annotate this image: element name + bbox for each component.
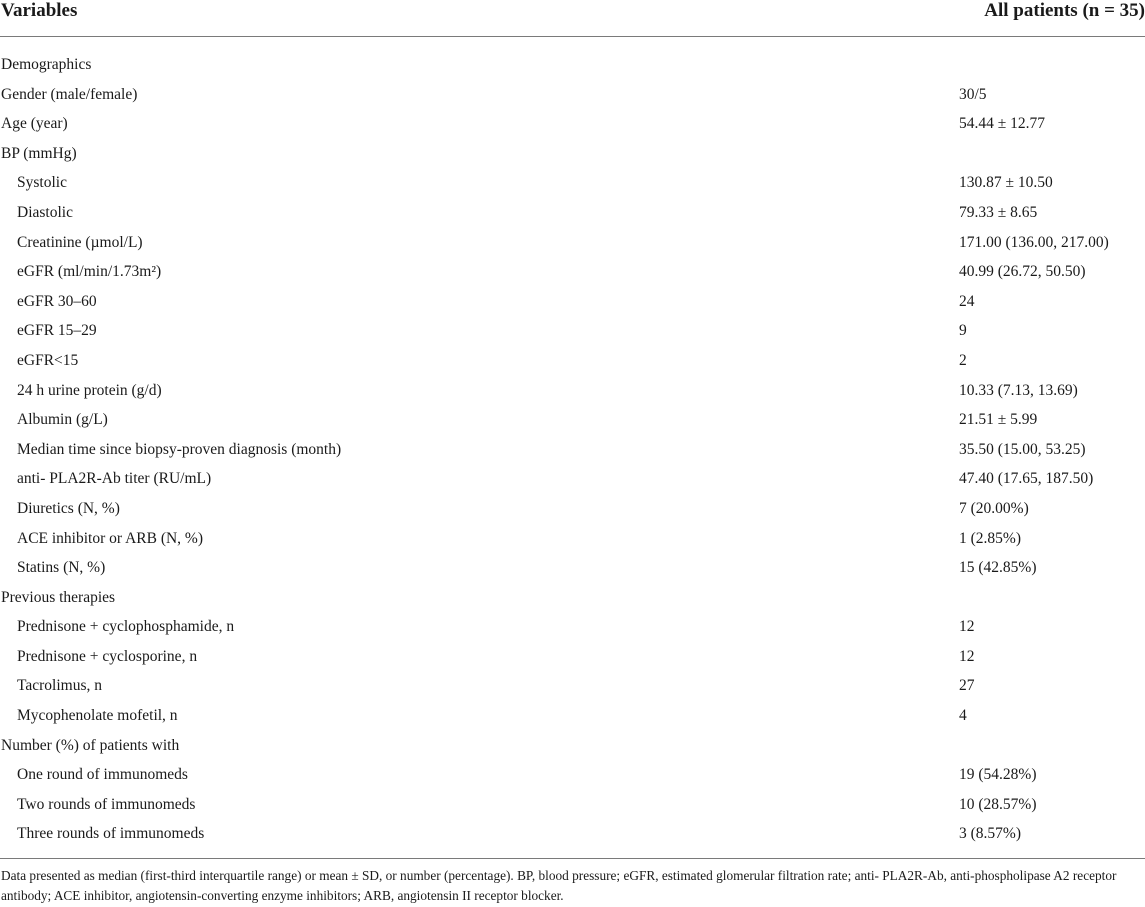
row-value: 24 [959, 292, 975, 310]
row-label: Gender (male/female) [1, 85, 138, 103]
row-value: 47.40 (17.65, 187.50) [959, 470, 1094, 488]
table-row [0, 139, 1145, 169]
row-label: Statins (N, %) [17, 559, 106, 577]
table-header [0, 0, 1145, 37]
table-row [0, 553, 1145, 583]
row-value: 7 (20.00%) [959, 499, 1029, 517]
row-label: Tacrolimus, n [17, 677, 103, 695]
table-row [0, 731, 1145, 761]
table-row [0, 464, 1145, 494]
row-label: Prednisone + cyclosporine, n [17, 647, 198, 665]
row-label: eGFR 15–29 [17, 322, 97, 340]
row-value: 10.33 (7.13, 13.69) [959, 381, 1078, 399]
row-value: 15 (42.85%) [959, 559, 1037, 577]
row-label: Two rounds of immunomeds [17, 795, 196, 813]
row-value: 12 [959, 647, 975, 665]
column-header-all-patients: All patients (n = 35) [984, 0, 1145, 21]
table-row [0, 435, 1145, 465]
row-label: Diuretics (N, %) [17, 499, 120, 517]
row-value: 19 (54.28%) [959, 766, 1037, 784]
row-label: Three rounds of immunomeds [17, 825, 205, 843]
row-label: Systolic [17, 174, 67, 192]
table-row [0, 257, 1145, 287]
row-label: One round of immunomeds [17, 766, 188, 784]
row-label: anti- PLA2R-Ab titer (RU/mL) [17, 470, 212, 488]
row-value: 35.50 (15.00, 53.25) [959, 440, 1086, 458]
row-label: BP (mmHg) [1, 144, 77, 162]
column-header-variables: Variables [1, 0, 78, 21]
row-label: Mycophenolate mofetil, n [17, 707, 178, 725]
table-row [0, 790, 1145, 820]
table-row [0, 109, 1145, 139]
row-value: 30/5 [959, 85, 987, 103]
table-row [0, 376, 1145, 406]
row-value: 3 (8.57%) [959, 825, 1021, 843]
table-row [0, 198, 1145, 228]
table-row [0, 405, 1145, 435]
table-row [0, 612, 1145, 642]
row-value: 2 [959, 351, 967, 369]
table-row [0, 494, 1145, 524]
row-label: Previous therapies [1, 588, 116, 606]
row-value: 27 [959, 677, 975, 695]
row-value: 21.51 ± 5.99 [959, 411, 1038, 429]
table-row [0, 583, 1145, 613]
row-label: Median time since biopsy-proven diagnosis (month) [17, 440, 342, 458]
row-value: 10 (28.57%) [959, 795, 1037, 813]
row-label: Demographics [1, 56, 92, 73]
table-row [0, 642, 1145, 672]
row-value: 9 [959, 322, 967, 340]
row-value: 1 (2.85%) [959, 529, 1021, 547]
table-footnote: Data presented as median (first-third interquartile range) or mean ± SD, or number (percentage). BP, blood pressure; eGFR, estimated glomerular filtration rate; anti- PLA2R-Ab, anti-phospholipase A2 receptor antibody; ACE inhibitor, angiotensin-converting enzyme inhibitors; ARB, angiotensin II receptor blocker. [1, 868, 1117, 903]
row-value: 40.99 (26.72, 50.50) [959, 263, 1086, 281]
table-row [0, 80, 1145, 110]
row-value: 79.33 ± 8.65 [959, 203, 1038, 221]
table-bottom-rule [0, 858, 1145, 859]
row-label: Number (%) of patients with [1, 736, 180, 754]
table-row [0, 50, 1145, 80]
table-body [0, 50, 1145, 849]
table-row [0, 346, 1145, 376]
table-row [0, 228, 1145, 258]
table-row [0, 760, 1145, 790]
table-row [0, 168, 1145, 198]
row-value: 12 [959, 618, 975, 636]
row-label: eGFR 30–60 [17, 292, 97, 310]
row-value: 4 [959, 707, 967, 725]
row-label: eGFR<15 [17, 351, 79, 369]
row-value: 54.44 ± 12.77 [959, 115, 1046, 133]
row-label: Diastolic [17, 203, 73, 221]
table-row [0, 819, 1145, 849]
table-row [0, 701, 1145, 731]
row-label: Albumin (g/L) [17, 411, 108, 429]
row-label: Age (year) [1, 115, 68, 133]
row-label: eGFR (ml/min/1.73m²) [17, 263, 162, 281]
table-row [0, 316, 1145, 346]
table-row [0, 287, 1145, 317]
table-row [0, 524, 1145, 554]
row-value: 171.00 (136.00, 217.00) [959, 233, 1109, 251]
table-row [0, 671, 1145, 701]
row-label: Creatinine (µmol/L) [17, 233, 143, 251]
row-label: ACE inhibitor or ARB (N, %) [17, 529, 203, 547]
row-value: 130.87 ± 10.50 [959, 174, 1053, 192]
row-label: Prednisone + cyclophosphamide, n [17, 618, 235, 636]
row-label: 24 h urine protein (g/d) [17, 381, 162, 399]
